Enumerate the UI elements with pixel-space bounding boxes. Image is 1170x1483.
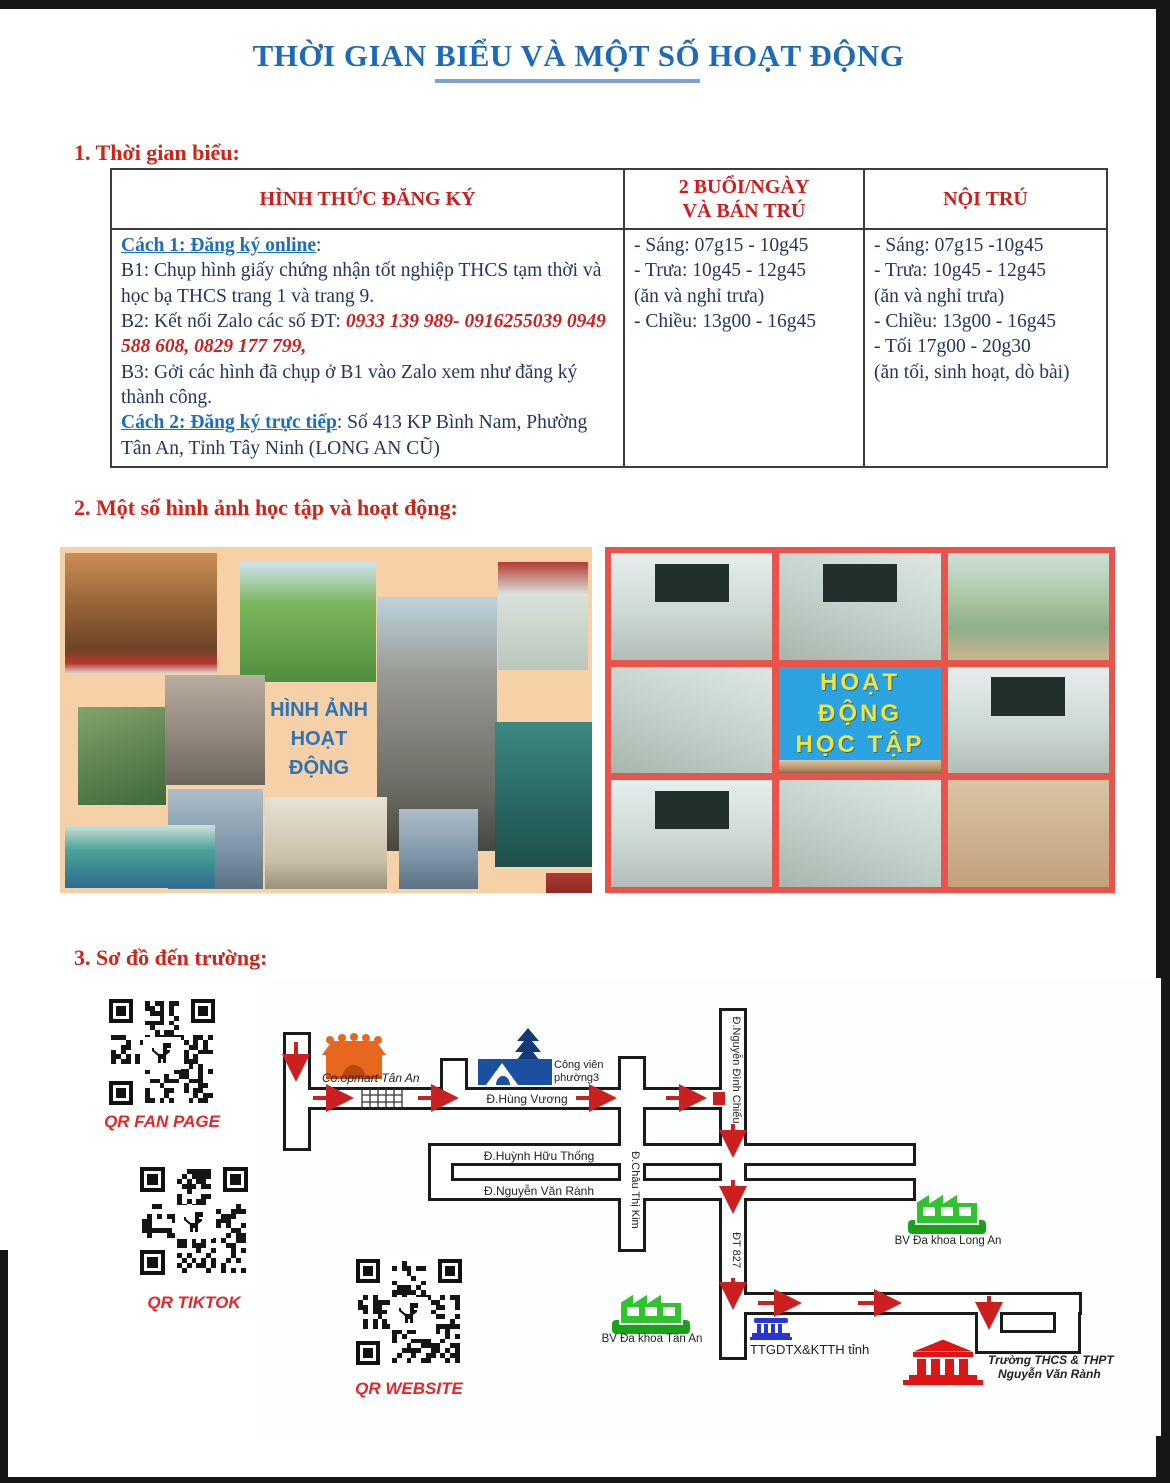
qr-finder-icon [191, 999, 215, 1023]
qr-finder-icon [356, 1259, 380, 1283]
qr-website-code [354, 1257, 464, 1367]
qr-website-label: QR WEBSITE [355, 1379, 463, 1398]
photo-cooking-activity [78, 707, 166, 805]
qr-finder-icon [140, 1167, 165, 1192]
school-direction-map [256, 978, 1161, 1436]
method1-link: Cách 1: Đăng ký online [121, 235, 317, 256]
photo-sports-field [240, 562, 376, 682]
photo-class-6 [779, 780, 940, 887]
street-nguyen-dinh-chieu: Đ.Nguyễn Đình Chiểu [730, 1016, 742, 1124]
table-header-registration: HÌNH THỨC ĐĂNG KÝ [111, 169, 624, 229]
qr-finder-icon [109, 999, 133, 1023]
schedule-table [110, 168, 1108, 468]
table-header-halfboard: 2 BUỔI/NGÀY VÀ BÁN TRÚ [624, 169, 864, 229]
photo-class-4 [948, 667, 1109, 774]
step-b2: B2: Kết nối Zalo các số ĐT: 0933 139 989- 0916255039 0949 588 608, 0829 177 799, [121, 311, 606, 358]
photo-class-2 [779, 553, 940, 660]
method2-link: Cách 2: Đăng ký trực tiếp [121, 412, 337, 434]
step-b1: B1: Chụp hình giấy chứng nhận tốt nghiệp THCS tạm thời và học bạ THCS trang 1 và trang 9. [121, 260, 602, 307]
hospital-tan-an-icon [612, 1293, 690, 1334]
cell-registration-methods: Cách 1: Đăng ký online: B1: Chụp hình giấy chứng nhận tốt nghiệp THCS tạm thời và học bạ THCS trang 1 và trang 9. B2: Kết nối Zalo các số ĐT: 0933 139 989- 0916255039 0949 588 608, 0829 177 799, B3: Gởi các hình đã chụp ở B1 vào Zalo xem như đăng ký thành công. Cách 2: Đăng ký trực tiếp: Số 413 KP Bình Nam, Phường Tân An, Tỉnh Tây Ninh (LONG AN CŨ) [111, 229, 624, 467]
photo-badminton-court [65, 825, 215, 888]
qr-dino-icon [175, 1205, 213, 1239]
photo-performance [399, 809, 478, 889]
photo-class-3 [611, 667, 772, 774]
park-label-1: Công viên [554, 1059, 604, 1071]
street-huynh-huu-thong: Đ.Huỳnh Hữu Thống [483, 1149, 595, 1163]
school-label-2: Nguyễn Văn Rành [998, 1367, 1101, 1381]
qr-finder-icon [140, 1250, 165, 1275]
photo-poster-wall [495, 722, 592, 867]
hospital-tan-an-label: BV Đa khoa Tân An [601, 1333, 703, 1345]
street-chau-thi-kim: Đ.Châu Thị Kim [629, 1151, 641, 1229]
qr-fanpage-code [107, 997, 217, 1107]
park-icon [478, 1028, 552, 1085]
photo-class-5 [611, 780, 772, 887]
cell-halfboard-schedule: - Sáng: 07g15 - 10g45 - Trưa: 10g45 - 12g45 (ăn và nghỉ trưa) - Chiều: 13g00 - 16g45 [624, 229, 864, 467]
ttgdtx-label: TTGDTX&KTTH tỉnh [750, 1342, 870, 1357]
school-label-1: Trường THCS & THPT [988, 1353, 1114, 1367]
title-underlined-part: BIỂU VÀ MỘT SỐ [435, 38, 700, 83]
study-photo-collage [605, 547, 1115, 893]
section-2-heading: 2. Một số hình ảnh học tập và hoạt động: [74, 495, 458, 520]
coopmart-label: Co.opmart Tân An [322, 1071, 420, 1085]
method2-line: Cách 2: Đăng ký trực tiếp: Số 413 KP Bình Nam, Phường Tân An, Tỉnh Tây Ninh (LONG AN CŨ) [121, 412, 588, 459]
park-label-2: phường3 [554, 1072, 600, 1084]
qr-dino-icon [390, 1297, 427, 1330]
photo-chess-match [265, 797, 387, 889]
collage-right-label: HOẠT ĐỘNG HỌC TẬP [779, 667, 940, 761]
scan-edge-left [0, 1250, 8, 1483]
qr-tiktok-code [138, 1165, 250, 1277]
qr-dino-icon [143, 1037, 180, 1070]
photo-group-study [779, 760, 940, 773]
hospital-long-an-label: BV Đa khoa Long An [894, 1235, 1002, 1247]
qr-finder-icon [223, 1167, 248, 1192]
photo-small-red [546, 873, 592, 893]
qr-finder-icon [356, 1341, 380, 1365]
destination-marker [713, 1092, 725, 1105]
scan-edge-bottom [0, 1477, 1170, 1483]
scan-edge-top [0, 0, 1170, 9]
section-3-heading: 3. Sơ đồ đến trường: [74, 945, 268, 970]
qr-finder-icon [438, 1259, 462, 1283]
photo-reading-group [948, 780, 1109, 887]
street-hung-vuong: Đ.Hùng Vương [486, 1092, 568, 1106]
qr-fanpage-label: QR FAN PAGE [104, 1112, 220, 1131]
street-dt827: ĐT 827 [730, 1232, 742, 1268]
table-header-boarding: NỘI TRÚ [864, 169, 1107, 229]
activity-photo-collage [60, 547, 592, 893]
photo-class-1 [611, 553, 772, 660]
step-b3: B3: Gởi các hình đã chụp ở B1 vào Zalo xem như đăng ký thành công. [121, 361, 578, 409]
photo-exhibit-visit [165, 675, 265, 785]
page-title: THỜI GIAN BIỂU VÀ MỘT SỐ HOẠT ĐỘNG [0, 38, 1157, 74]
photo-auditorium [65, 553, 217, 673]
qr-finder-icon [109, 1081, 133, 1105]
zalo-phone-numbers: 0933 139 989- 0916255039 0949 588 608, 0829 177 799, [121, 311, 606, 358]
collage-left-label: HÌNH ẢNH HOẠT ĐỘNG [270, 698, 368, 779]
hospital-long-an-icon [908, 1193, 986, 1234]
section-1-heading: 1. Thời gian biểu: [74, 140, 240, 165]
school-icon [903, 1339, 983, 1385]
street-nguyen-van-ranh: Đ.Nguyễn Văn Rành [483, 1184, 595, 1198]
photo-classroom-group [498, 562, 588, 670]
collage-right-center [779, 667, 940, 774]
photo-outdoor-lesson [948, 553, 1109, 660]
cell-boarding-schedule: - Sáng: 07g15 -10g45 - Trưa: 10g45 - 12g45 (ăn và nghỉ trưa) - Chiều: 13g00 - 16g45 - Tối 17g00 - 20g30 (ăn tối, sinh hoạt, dò bài) [864, 229, 1107, 467]
ttgdtx-icon [750, 1318, 792, 1340]
qr-tiktok-label: QR TIKTOK [147, 1293, 241, 1312]
